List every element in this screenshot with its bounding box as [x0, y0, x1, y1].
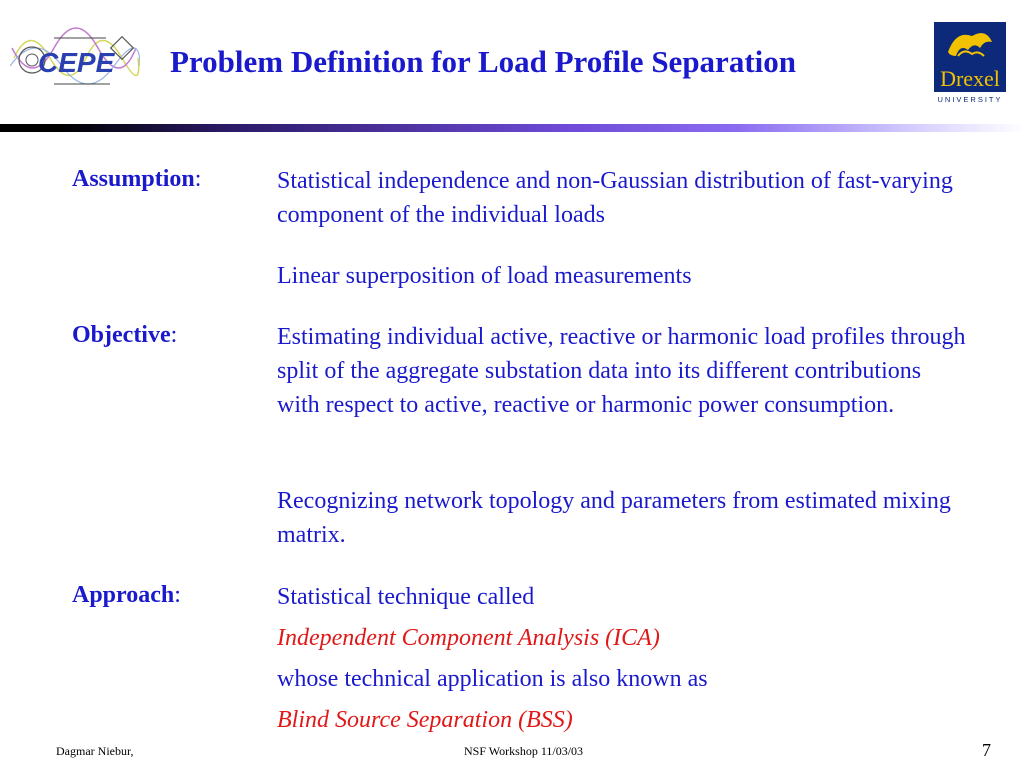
- approach-line-bss: Blind Source Separation (BSS): [277, 707, 573, 733]
- drexel-logo: [934, 22, 1006, 104]
- cepe-logo: [10, 18, 140, 98]
- approach-label-row: [72, 582, 181, 609]
- approach-line-3: whose technical application is also known as: [277, 666, 708, 692]
- cepe-logo-text: CEPE: [38, 47, 115, 78]
- objective-item-1: Estimating individual active, reactive or harmonic load profiles through split of the aggregate substation data into its different contributions with respect to active, reactive or harmonic power consumption.: [277, 324, 966, 418]
- objective-label-row: [72, 322, 177, 349]
- header-rule: [0, 124, 1024, 132]
- approach-line-1: Statistical technique called: [277, 584, 535, 610]
- assumption-label: Assumption: [72, 166, 195, 192]
- page-number: 7: [982, 740, 991, 760]
- approach-line-ica: Independent Component Analysis (ICA): [277, 625, 660, 651]
- drexel-logo-sub: UNIVERSITY: [937, 95, 1003, 104]
- drexel-logo-text: Drexel: [940, 66, 1000, 91]
- approach-label: Approach: [72, 582, 175, 608]
- objective-colon: :: [170, 322, 178, 348]
- approach-colon: :: [174, 582, 181, 608]
- objective-item-2: Recognizing network topology and parameters from estimated mixing matrix.: [277, 488, 951, 548]
- assumption-label-row: [72, 166, 201, 193]
- assumption-item-2: Linear superposition of load measurements: [277, 263, 692, 289]
- objective-label: Objective: [72, 322, 171, 348]
- footer-event: NSF Workshop 11/03/03: [464, 744, 584, 758]
- footer-author: Dagmar Niebur,: [56, 744, 134, 758]
- slide-title: Problem Definition for Load Profile Separation: [170, 44, 796, 79]
- assumption-colon: :: [194, 166, 202, 192]
- assumption-item-1: Statistical independence and non-Gaussian distribution of fast-varying component of the individual loads: [277, 168, 953, 228]
